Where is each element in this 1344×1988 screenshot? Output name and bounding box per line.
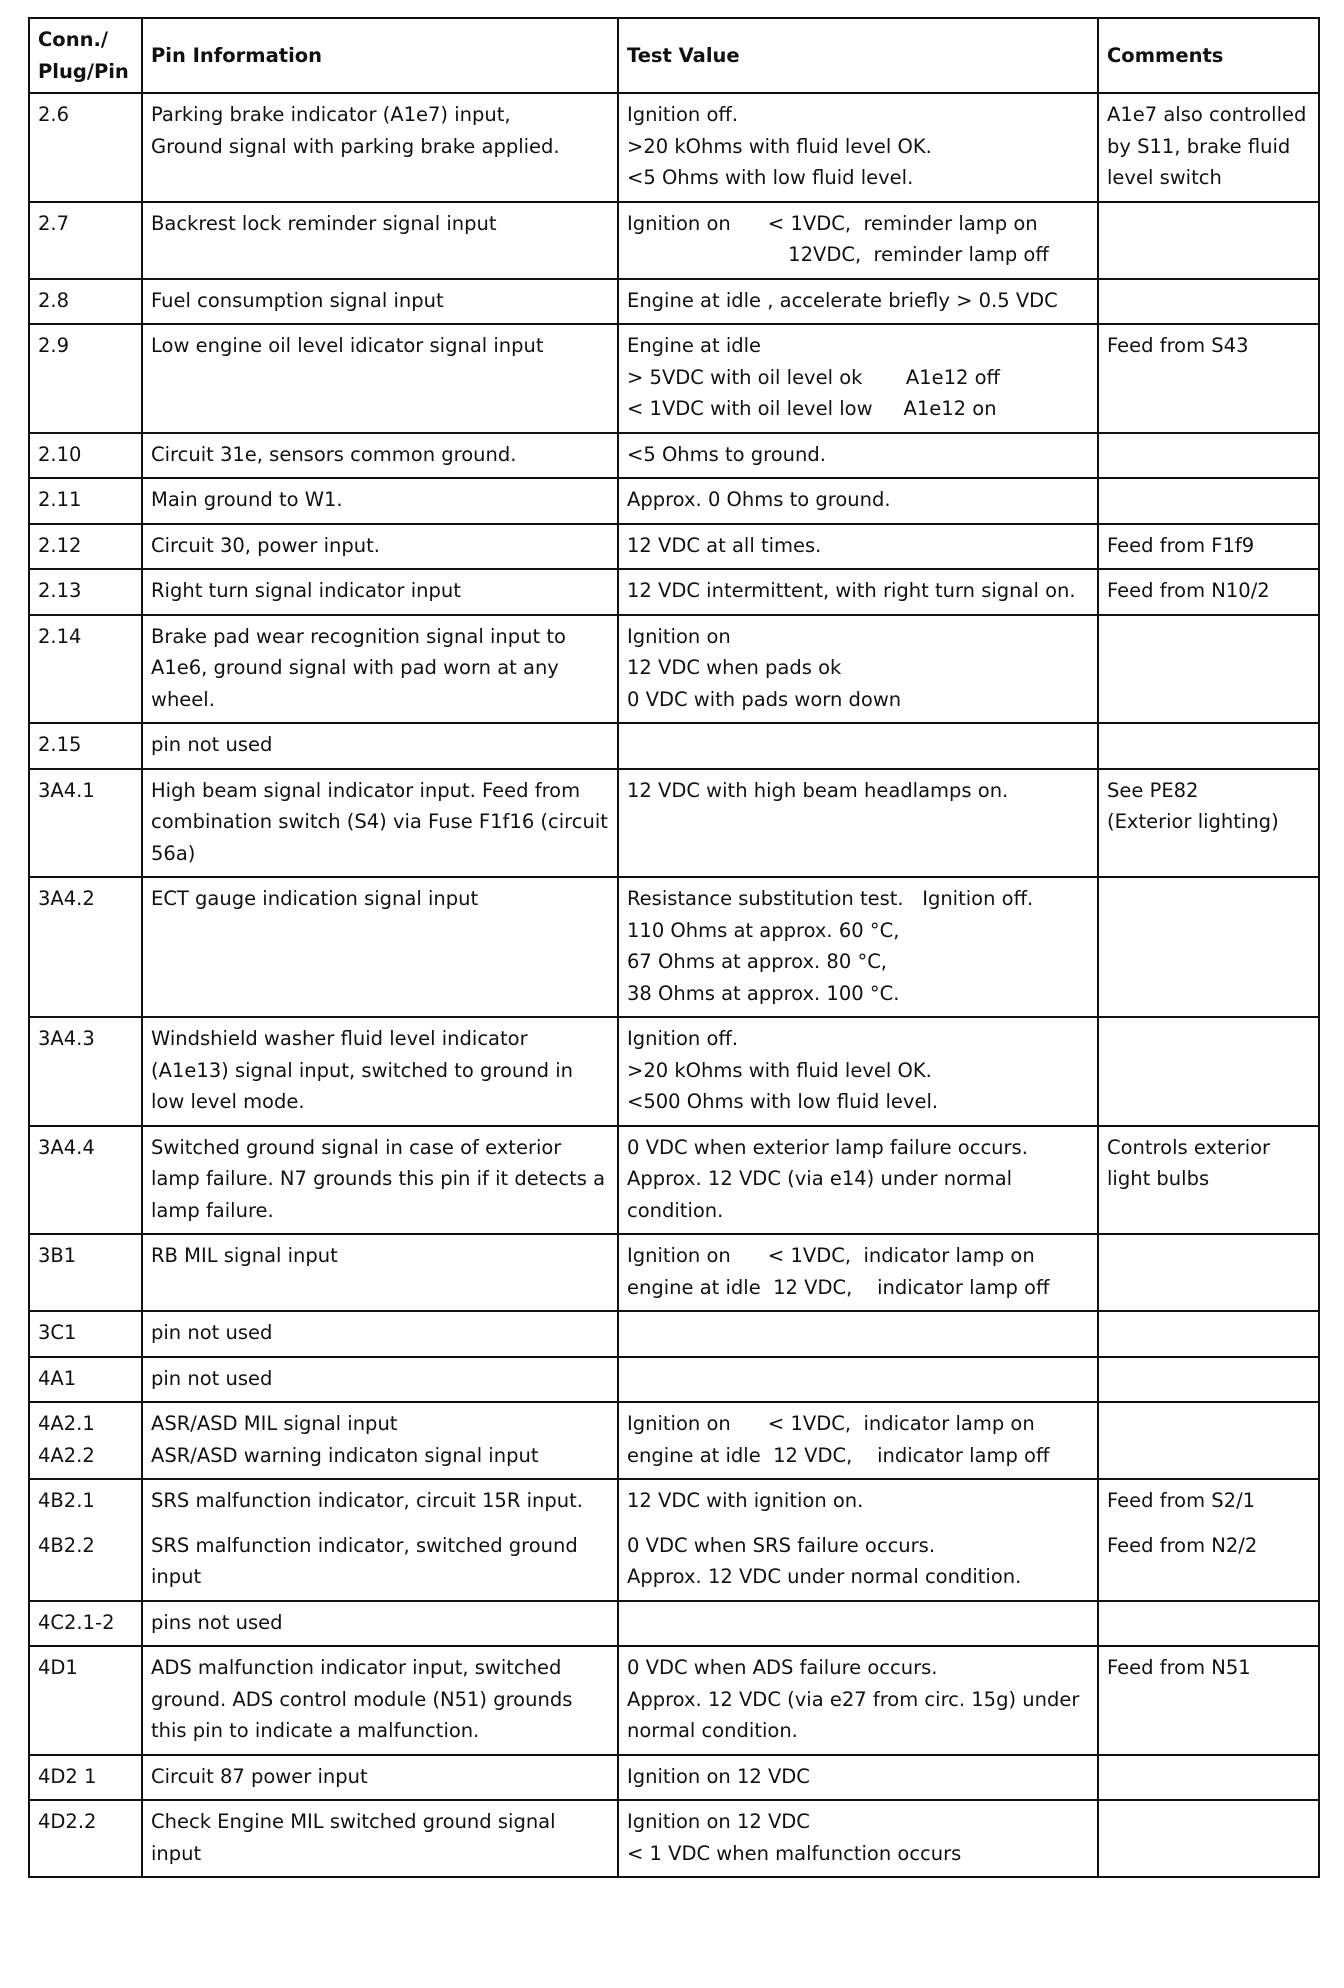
comments-cell bbox=[1098, 1234, 1319, 1311]
test-value-line: 67 Ohms at approx. 80 °C, bbox=[627, 950, 888, 973]
pin-line: 2.8 bbox=[38, 288, 70, 312]
pin-info-line: pin not used bbox=[151, 1366, 273, 1390]
test-value-line: 38 Ohms at approx. 100 °C. bbox=[627, 981, 900, 1005]
pin-info-cell bbox=[142, 1311, 618, 1357]
pin-cell bbox=[29, 1479, 142, 1601]
table-row bbox=[29, 1234, 1319, 1311]
pin-info-line: High beam signal indicator input. Feed from bbox=[151, 778, 581, 802]
table-row bbox=[29, 769, 1319, 878]
test-value-line: Engine at idle bbox=[627, 334, 762, 357]
test-value-cell bbox=[618, 93, 1098, 202]
pin-info-line: low level mode. bbox=[151, 1090, 305, 1113]
pin-info-line: input bbox=[151, 1565, 202, 1588]
test-value-cell bbox=[618, 877, 1098, 1017]
pin-line: 3A4.1 bbox=[38, 778, 95, 802]
comments-line: A1e7 also controlled bbox=[1107, 103, 1307, 126]
pin-info-line: Circuit 30, power input. bbox=[151, 533, 381, 557]
pin-info-line: Main ground to W1. bbox=[151, 488, 343, 511]
pin-cell bbox=[29, 324, 142, 433]
test-value-line: normal condition. bbox=[627, 1719, 798, 1742]
pin-line: 3B1 bbox=[38, 1244, 77, 1267]
pin-info-line: Low engine oil level idicator signal input bbox=[151, 334, 544, 357]
pin-cell bbox=[29, 93, 142, 202]
pin-line: 4A1 bbox=[38, 1366, 77, 1390]
table-row bbox=[29, 1800, 1319, 1877]
pin-info-cell bbox=[142, 1402, 618, 1479]
test-value-line: >20 kOhms with fluid level OK. bbox=[627, 1058, 932, 1082]
comments-cell bbox=[1098, 524, 1319, 570]
pin-info-line: combination switch (S4) via Fuse F1f16 (circuit bbox=[151, 810, 608, 833]
test-value-line: Approx. 0 Ohms to ground. bbox=[627, 488, 891, 511]
pin-info-cell bbox=[142, 324, 618, 433]
comments-cell bbox=[1098, 1800, 1319, 1877]
test-value-line: <5 Ohms with low fluid level. bbox=[627, 166, 914, 189]
pin-information-table bbox=[28, 17, 1320, 1878]
pin-line: 3A4.3 bbox=[38, 1027, 95, 1050]
pin-info-line: Switched ground signal in case of exterior bbox=[151, 1135, 562, 1159]
pin-cell bbox=[29, 1017, 142, 1126]
pin-cell bbox=[29, 1646, 142, 1755]
test-value-line: >20 kOhms with fluid level OK. bbox=[627, 134, 932, 158]
pin-info-cell bbox=[142, 1755, 618, 1801]
test-value-cell bbox=[618, 1755, 1098, 1801]
pin-info-line: Circuit 87 power input bbox=[151, 1764, 368, 1788]
pin-line: 4A2.1 bbox=[38, 1412, 95, 1435]
pin-info-cell bbox=[142, 279, 618, 325]
line-gap bbox=[1107, 1517, 1311, 1530]
test-value-cell bbox=[618, 1646, 1098, 1755]
pin-cell bbox=[29, 1357, 142, 1403]
test-value-line: engine at idle 12 VDC, indicator lamp off bbox=[627, 1275, 1050, 1299]
pin-line: 2.9 bbox=[38, 334, 70, 357]
pin-cell bbox=[29, 1311, 142, 1357]
test-value-line: 0 VDC with pads worn down bbox=[627, 687, 902, 711]
test-value-line: 12 VDC intermittent, with right turn signal on. bbox=[627, 579, 1076, 602]
test-value-cell bbox=[618, 769, 1098, 878]
pin-info-cell bbox=[142, 433, 618, 479]
table-row bbox=[29, 1755, 1319, 1801]
table-row bbox=[29, 1357, 1319, 1403]
comments-cell bbox=[1098, 569, 1319, 615]
header-conn-plug-pin bbox=[29, 18, 142, 93]
pin-info-line: pin not used bbox=[151, 733, 273, 756]
table-row bbox=[29, 1126, 1319, 1235]
test-value-cell bbox=[618, 1800, 1098, 1877]
pin-line: 2.10 bbox=[38, 442, 82, 466]
pin-info-line: ADS malfunction indicator input, switched bbox=[151, 1656, 562, 1679]
pin-info-cell bbox=[142, 202, 618, 279]
pin-info-line: Windshield washer fluid level indicator bbox=[151, 1027, 528, 1050]
test-value-line: 12 VDC with ignition on. bbox=[627, 1489, 864, 1512]
test-value-cell bbox=[618, 569, 1098, 615]
pin-cell bbox=[29, 1755, 142, 1801]
pin-info-line: ground. ADS control module (N51) grounds bbox=[151, 1687, 573, 1711]
table-body bbox=[29, 93, 1319, 1877]
pin-line: 2.14 bbox=[38, 624, 82, 648]
test-value-cell bbox=[618, 202, 1098, 279]
pin-line: 4D1 bbox=[38, 1656, 78, 1679]
pin-line: 3A4.2 bbox=[38, 887, 95, 910]
table-row bbox=[29, 1646, 1319, 1755]
pin-info-line: Backrest lock reminder signal input bbox=[151, 211, 497, 235]
test-value-line: Ignition on bbox=[627, 624, 731, 648]
pin-cell bbox=[29, 478, 142, 524]
test-value-cell bbox=[618, 615, 1098, 724]
pin-info-line: lamp failure. N7 grounds this pin if it detects a bbox=[151, 1167, 606, 1190]
test-value-cell bbox=[618, 723, 1098, 769]
test-value-line: Approx. 12 VDC (via e14) under normal bbox=[627, 1167, 1013, 1190]
pin-info-line: 56a) bbox=[151, 841, 196, 865]
comments-cell bbox=[1098, 433, 1319, 479]
pin-cell bbox=[29, 279, 142, 325]
pin-line: 2.12 bbox=[38, 533, 82, 557]
comments-line: Controls exterior bbox=[1107, 1135, 1271, 1159]
pin-info-line: ASR/ASD MIL signal input bbox=[151, 1412, 398, 1435]
table-row bbox=[29, 478, 1319, 524]
test-value-cell bbox=[618, 1234, 1098, 1311]
pin-line: 2.13 bbox=[38, 579, 82, 602]
test-value-cell bbox=[618, 1357, 1098, 1403]
table-row bbox=[29, 723, 1319, 769]
pin-cell bbox=[29, 615, 142, 724]
pin-info-line: Parking brake indicator (A1e7) input, bbox=[151, 103, 511, 126]
test-value-line: 12VDC, reminder lamp off bbox=[627, 243, 1049, 266]
pin-cell bbox=[29, 524, 142, 570]
pin-cell bbox=[29, 433, 142, 479]
table-row bbox=[29, 1402, 1319, 1479]
pin-line: 2.6 bbox=[38, 103, 70, 126]
table-row bbox=[29, 1479, 1319, 1601]
comments-line: Feed from S2/1 bbox=[1107, 1489, 1256, 1512]
pin-info-cell bbox=[142, 1357, 618, 1403]
pin-info-cell bbox=[142, 1017, 618, 1126]
pin-info-cell bbox=[142, 478, 618, 524]
pin-info-cell bbox=[142, 877, 618, 1017]
test-value-cell bbox=[618, 279, 1098, 325]
pin-info-line: A1e6, ground signal with pad worn at any bbox=[151, 656, 559, 679]
pin-info-line: Brake pad wear recognition signal input to bbox=[151, 624, 566, 648]
pin-cell bbox=[29, 1601, 142, 1647]
pin-line: 2.7 bbox=[38, 211, 70, 235]
pin-line: 2.11 bbox=[38, 488, 82, 511]
comments-cell bbox=[1098, 1646, 1319, 1755]
comments-line: level switch bbox=[1107, 166, 1222, 189]
comments-cell bbox=[1098, 202, 1319, 279]
pin-cell bbox=[29, 769, 142, 878]
pin-cell bbox=[29, 723, 142, 769]
test-value-line: Ignition on < 1VDC, reminder lamp on bbox=[627, 211, 1038, 235]
pin-line: 4B2.2 bbox=[38, 1533, 95, 1557]
comments-line: light bulbs bbox=[1107, 1167, 1210, 1190]
test-value-line: 0 VDC when SRS failure occurs. bbox=[627, 1533, 936, 1557]
pin-table-container bbox=[28, 17, 1318, 1878]
pin-info-line: pin not used bbox=[151, 1321, 273, 1344]
table-row bbox=[29, 202, 1319, 279]
comments-line: Feed from N51 bbox=[1107, 1656, 1251, 1679]
header-conn-line-2: Plug/Pin bbox=[38, 59, 129, 83]
pin-info-line: SRS malfunction indicator, circuit 15R input. bbox=[151, 1489, 583, 1512]
test-value-line: < 1 VDC when malfunction occurs bbox=[627, 1841, 962, 1865]
test-value-line: 0 VDC when exterior lamp failure occurs. bbox=[627, 1135, 1028, 1159]
comments-line: Feed from N2/2 bbox=[1107, 1533, 1258, 1557]
header-test-value: Test Value bbox=[618, 18, 1098, 93]
test-value-line: Ignition off. bbox=[627, 1027, 739, 1050]
test-value-line: 12 VDC at all times. bbox=[627, 533, 822, 557]
line-gap bbox=[151, 1517, 610, 1530]
comments-cell bbox=[1098, 1126, 1319, 1235]
pin-info-line: this pin to indicate a malfunction. bbox=[151, 1719, 480, 1742]
pin-cell bbox=[29, 1402, 142, 1479]
pin-info-line: Circuit 31e, sensors common ground. bbox=[151, 442, 517, 466]
pin-info-cell bbox=[142, 769, 618, 878]
test-value-line: Ignition off. bbox=[627, 103, 739, 126]
test-value-line: Approx. 12 VDC under normal condition. bbox=[627, 1565, 1022, 1588]
pin-info-line: input bbox=[151, 1841, 202, 1865]
pin-line: 4C2.1-2 bbox=[38, 1610, 115, 1634]
table-row bbox=[29, 877, 1319, 1017]
pin-cell bbox=[29, 1234, 142, 1311]
table-row bbox=[29, 569, 1319, 615]
test-value-cell bbox=[618, 1311, 1098, 1357]
pin-info-line: ASR/ASD warning indicaton signal input bbox=[151, 1443, 539, 1467]
header-pin-information: Pin Information bbox=[142, 18, 618, 93]
table-row bbox=[29, 433, 1319, 479]
comments-line: See PE82 bbox=[1107, 778, 1199, 802]
pin-line: 3A4.4 bbox=[38, 1135, 95, 1159]
test-value-line: Ignition on 12 VDC bbox=[627, 1810, 810, 1833]
pin-info-line: (A1e13) signal input, switched to ground in bbox=[151, 1058, 573, 1082]
comments-cell bbox=[1098, 615, 1319, 724]
pin-info-line: wheel. bbox=[151, 687, 215, 711]
comments-cell bbox=[1098, 877, 1319, 1017]
pin-info-line: pins not used bbox=[151, 1610, 283, 1634]
pin-info-line: lamp failure. bbox=[151, 1198, 274, 1222]
pin-cell bbox=[29, 1126, 142, 1235]
pin-info-line: SRS malfunction indicator, switched ground bbox=[151, 1533, 578, 1557]
comments-cell bbox=[1098, 1479, 1319, 1601]
test-value-cell bbox=[618, 1126, 1098, 1235]
test-value-cell bbox=[618, 524, 1098, 570]
comments-cell bbox=[1098, 1402, 1319, 1479]
test-value-line: 110 Ohms at approx. 60 °C, bbox=[627, 918, 900, 942]
pin-info-line: Fuel consumption signal input bbox=[151, 288, 444, 312]
test-value-cell bbox=[618, 1017, 1098, 1126]
pin-info-cell bbox=[142, 93, 618, 202]
pin-line: 4A2.2 bbox=[38, 1443, 95, 1467]
pin-info-line: Check Engine MIL switched ground signal bbox=[151, 1810, 556, 1833]
test-value-cell bbox=[618, 324, 1098, 433]
pin-info-cell bbox=[142, 1601, 618, 1647]
pin-info-line: Right turn signal indicator input bbox=[151, 579, 461, 602]
pin-cell bbox=[29, 569, 142, 615]
pin-cell bbox=[29, 877, 142, 1017]
comments-cell bbox=[1098, 1601, 1319, 1647]
table-row bbox=[29, 279, 1319, 325]
header-comments: Comments bbox=[1098, 18, 1319, 93]
pin-info-line: ECT gauge indication signal input bbox=[151, 887, 479, 910]
pin-line: 2.15 bbox=[38, 733, 82, 756]
comments-cell bbox=[1098, 93, 1319, 202]
pin-info-line: RB MIL signal input bbox=[151, 1244, 338, 1267]
table-row bbox=[29, 324, 1319, 433]
test-value-line: Ignition on < 1VDC, indicator lamp on bbox=[627, 1244, 1035, 1267]
pin-cell bbox=[29, 202, 142, 279]
pin-info-cell bbox=[142, 1479, 618, 1601]
comments-line: (Exterior lighting) bbox=[1107, 810, 1279, 833]
test-value-line: condition. bbox=[627, 1198, 724, 1222]
pin-info-cell bbox=[142, 1234, 618, 1311]
test-value-cell bbox=[618, 1601, 1098, 1647]
table-row bbox=[29, 1601, 1319, 1647]
pin-info-cell bbox=[142, 723, 618, 769]
pin-line: 4B2.1 bbox=[38, 1489, 95, 1512]
pin-cell bbox=[29, 1800, 142, 1877]
table-row bbox=[29, 1017, 1319, 1126]
test-value-line: < 1VDC with oil level low A1e12 on bbox=[627, 397, 997, 420]
comments-cell bbox=[1098, 1357, 1319, 1403]
comments-cell bbox=[1098, 769, 1319, 878]
comments-line: Feed from N10/2 bbox=[1107, 579, 1270, 602]
test-value-cell bbox=[618, 1479, 1098, 1601]
comments-line: by S11, brake fluid bbox=[1107, 134, 1291, 158]
test-value-line: 12 VDC with high beam headlamps on. bbox=[627, 778, 1009, 802]
comments-cell bbox=[1098, 1017, 1319, 1126]
test-value-cell bbox=[618, 478, 1098, 524]
test-value-line: engine at idle 12 VDC, indicator lamp off bbox=[627, 1443, 1050, 1467]
test-value-line: 12 VDC when pads ok bbox=[627, 656, 842, 679]
comments-cell bbox=[1098, 324, 1319, 433]
pin-info-cell bbox=[142, 1646, 618, 1755]
pin-info-line: Ground signal with parking brake applied. bbox=[151, 134, 560, 158]
pin-info-cell bbox=[142, 615, 618, 724]
comments-cell bbox=[1098, 279, 1319, 325]
pin-line: 3C1 bbox=[38, 1321, 77, 1344]
pin-info-cell bbox=[142, 1126, 618, 1235]
test-value-line: > 5VDC with oil level ok A1e12 off bbox=[627, 365, 1000, 389]
comments-cell bbox=[1098, 1311, 1319, 1357]
pin-info-cell bbox=[142, 524, 618, 570]
test-value-line: Ignition on 12 VDC bbox=[627, 1764, 810, 1788]
pin-info-cell bbox=[142, 1800, 618, 1877]
test-value-cell bbox=[618, 433, 1098, 479]
pin-line: 4D2.2 bbox=[38, 1810, 97, 1833]
test-value-line: Ignition on < 1VDC, indicator lamp on bbox=[627, 1412, 1035, 1435]
comments-line: Feed from F1f9 bbox=[1107, 533, 1255, 557]
comments-cell bbox=[1098, 1755, 1319, 1801]
table-row bbox=[29, 93, 1319, 202]
line-gap bbox=[38, 1517, 134, 1530]
test-value-line: 0 VDC when ADS failure occurs. bbox=[627, 1656, 938, 1679]
table-row bbox=[29, 615, 1319, 724]
line-gap bbox=[627, 1517, 1090, 1530]
test-value-line: <5 Ohms to ground. bbox=[627, 442, 826, 466]
test-value-line: Approx. 12 VDC (via e27 from circ. 15g) under bbox=[627, 1687, 1080, 1711]
header-conn-line-1: Conn./ bbox=[38, 28, 109, 51]
table-row bbox=[29, 1311, 1319, 1357]
comments-line: Feed from S43 bbox=[1107, 334, 1249, 357]
comments-cell bbox=[1098, 723, 1319, 769]
table-row bbox=[29, 524, 1319, 570]
test-value-line: <500 Ohms with low fluid level. bbox=[627, 1090, 939, 1113]
comments-cell bbox=[1098, 478, 1319, 524]
test-value-line: Engine at idle , accelerate briefly > 0.5 VDC bbox=[627, 288, 1058, 312]
test-value-cell bbox=[618, 1402, 1098, 1479]
pin-info-cell bbox=[142, 569, 618, 615]
pin-line: 4D2 1 bbox=[38, 1764, 97, 1788]
table-header-row bbox=[29, 18, 1319, 93]
test-value-line: Resistance substitution test. Ignition off. bbox=[627, 887, 1034, 910]
